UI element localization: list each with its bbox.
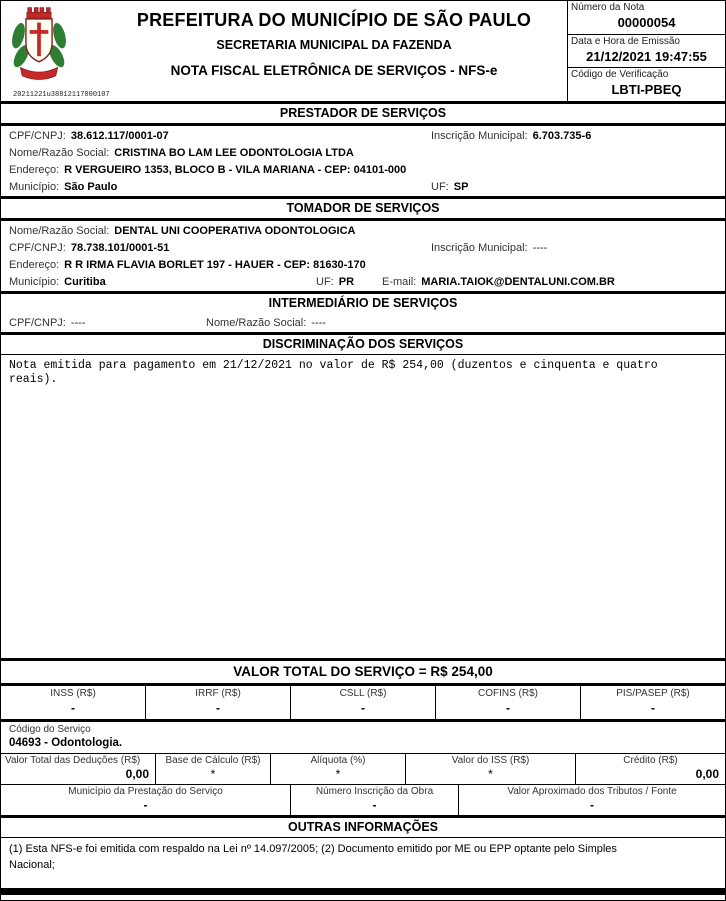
cell-value: - bbox=[372, 798, 377, 812]
prestador-cpf-cnpj bbox=[9, 130, 431, 142]
tax-col-csll bbox=[291, 686, 436, 719]
emission-datetime-value: 21/12/2021 19:47:55 bbox=[586, 48, 707, 64]
cell-header: Valor Total das Deduções (R$) bbox=[5, 755, 141, 766]
field-value: R R IRMA FLAVIA BORLET 197 - HAUER - CEP: 81630-170 bbox=[64, 258, 366, 271]
total-value-line: VALOR TOTAL DO SERVIÇO = R$ 254,00 bbox=[233, 664, 493, 679]
field-value: ---- bbox=[311, 316, 326, 329]
field-value: R VERGUEIRO 1353, BLOCO B - VILA MARIANA - CEP: 04101-000 bbox=[64, 163, 407, 176]
tax-col-pis-pasep bbox=[581, 686, 725, 719]
extras-cell-tributos-fonte bbox=[459, 785, 725, 815]
bottom-bar bbox=[1, 888, 725, 895]
page-subtitle: SECRETARIA MUNICIPAL DA FAZENDA bbox=[216, 38, 452, 52]
extras-table bbox=[1, 784, 725, 815]
tax-header: COFINS (R$) bbox=[478, 688, 538, 699]
cell-header: Crédito (R$) bbox=[623, 755, 678, 766]
tomador-cpf-cnpj bbox=[9, 242, 431, 254]
tax-header: IRRF (R$) bbox=[195, 688, 241, 699]
field-label: Inscrição Municipal: bbox=[431, 241, 528, 254]
cell-value: - bbox=[143, 798, 148, 812]
prestador-municipio bbox=[9, 181, 431, 193]
tax-value: - bbox=[71, 701, 75, 715]
service-description-text: Nota emitida para pagamento em 21/12/2021 no valor de R$ 254,00 (duzentos e cinquenta e quatro reais). bbox=[9, 359, 658, 386]
prestador-section bbox=[1, 126, 725, 196]
section-title-prestador: PRESTADOR DE SERVIÇOS bbox=[279, 106, 447, 120]
sao-paulo-coat-of-arms-icon bbox=[11, 5, 67, 85]
field-row bbox=[1, 178, 725, 195]
tax-value: - bbox=[651, 701, 655, 715]
tomador-inscricao-municipal bbox=[431, 242, 547, 254]
field-value: ---- bbox=[70, 316, 86, 329]
cell-header: Número Inscrição da Obra bbox=[315, 786, 434, 797]
tomador-section bbox=[1, 221, 725, 291]
cell-value: 0,00 bbox=[695, 767, 719, 781]
emission-datetime-label: Data e Hora de Emissão bbox=[571, 35, 680, 47]
field-row bbox=[1, 222, 725, 239]
nota-number-label: Número da Nota bbox=[571, 2, 645, 13]
tax-value: - bbox=[216, 701, 220, 715]
field-row bbox=[1, 127, 725, 144]
header-titles bbox=[101, 1, 567, 101]
tomador-endereco bbox=[9, 259, 366, 271]
nota-number-cell bbox=[568, 1, 725, 35]
section-title-intermediario: INTERMEDIÁRIO DE SERVIÇOS bbox=[268, 296, 458, 310]
tomador-municipio bbox=[9, 276, 316, 288]
field-row bbox=[1, 314, 725, 331]
section-title-discriminacao: DISCRIMINAÇÃO DOS SERVIÇOS bbox=[262, 337, 464, 351]
field-label: E-mail: bbox=[382, 275, 417, 288]
deductions-cell-valor-iss bbox=[406, 754, 576, 784]
field-row bbox=[1, 144, 725, 161]
extras-cell-municipio-prestacao bbox=[1, 785, 291, 815]
deductions-cell-aliquota bbox=[271, 754, 406, 784]
tax-table bbox=[1, 686, 725, 719]
prestador-nome bbox=[9, 147, 354, 159]
field-label: UF: bbox=[431, 180, 449, 193]
field-label: Nome/Razão Social: bbox=[9, 146, 110, 159]
field-label: UF: bbox=[316, 275, 334, 288]
field-row bbox=[1, 161, 725, 178]
deductions-table bbox=[1, 753, 725, 784]
field-value: ---- bbox=[532, 241, 548, 254]
field-value: 38.612.117/0001-07 bbox=[70, 129, 169, 142]
field-label: CPF/CNPJ: bbox=[9, 129, 66, 142]
deductions-cell-credito bbox=[576, 754, 725, 784]
other-information-text: (1) Esta NFS-e foi emitida com respaldo na Lei nº 14.097/2005; (2) Documento emitido por ME ou EPP optante pelo Simples Nacional; bbox=[9, 843, 617, 871]
prestador-endereco bbox=[9, 164, 406, 176]
service-code-block bbox=[1, 722, 725, 753]
verification-code-value: LBTI-PBEQ bbox=[611, 82, 682, 98]
field-value: DENTAL UNI COOPERATIVA ODONTOLOGICA bbox=[114, 224, 356, 237]
verification-code-label: Código de Verificação bbox=[571, 69, 669, 81]
spacer bbox=[1, 876, 725, 888]
cell-value: * bbox=[335, 767, 341, 781]
field-label: CPF/CNPJ: bbox=[9, 241, 66, 254]
intermediario-nome bbox=[206, 317, 326, 329]
field-value: MARIA.TAIOK@DENTALUNI.COM.BR bbox=[421, 275, 615, 288]
field-value: 78.738.101/0001-51 bbox=[70, 241, 170, 254]
tax-col-cofins bbox=[436, 686, 581, 719]
tomador-uf bbox=[316, 276, 368, 288]
field-label: Município: bbox=[9, 180, 60, 193]
cell-value: 0,00 bbox=[125, 767, 149, 781]
field-label: Endereço: bbox=[9, 163, 60, 176]
tax-col-irrf bbox=[146, 686, 291, 719]
field-value: PR bbox=[338, 275, 355, 288]
cell-value: * bbox=[488, 767, 493, 781]
field-value: Curitiba bbox=[64, 275, 106, 288]
field-value: São Paulo bbox=[64, 180, 118, 193]
service-code-label: Código do Serviço bbox=[9, 724, 91, 735]
field-row bbox=[1, 239, 725, 256]
verification-code-cell bbox=[568, 68, 725, 101]
field-label: Município: bbox=[9, 275, 60, 288]
tax-header: PIS/PASEP (R$) bbox=[616, 688, 690, 699]
prestador-inscricao-municipal bbox=[431, 130, 591, 142]
tax-value: - bbox=[506, 701, 510, 715]
cell-header: Município da Prestação do Serviço bbox=[68, 786, 223, 797]
document-header bbox=[1, 1, 725, 101]
nota-number-value: 00000054 bbox=[617, 15, 676, 30]
cell-value: - bbox=[590, 798, 594, 812]
field-label: Inscrição Municipal: bbox=[431, 129, 528, 142]
field-label: Endereço: bbox=[9, 258, 60, 271]
extras-cell-inscricao-obra bbox=[291, 785, 459, 815]
field-value: SP bbox=[453, 180, 469, 193]
cell-header: Alíquota (%) bbox=[310, 755, 366, 766]
field-row bbox=[1, 273, 725, 290]
logo-block bbox=[1, 1, 110, 101]
field-row bbox=[1, 256, 725, 273]
field-value: 6.703.735-6 bbox=[532, 129, 592, 142]
document-type-title: NOTA FISCAL ELETRÔNICA DE SERVIÇOS - NFS-e bbox=[170, 63, 498, 78]
service-code-value: 04693 - Odontologia. bbox=[9, 737, 123, 749]
field-label: CPF/CNPJ: bbox=[9, 316, 66, 329]
section-title-tomador: TOMADOR DE SERVIÇOS bbox=[286, 201, 440, 215]
field-label: Nome/Razão Social: bbox=[206, 316, 307, 329]
section-title-outras: OUTRAS INFORMAÇÕES bbox=[288, 820, 438, 834]
field-label: Nome/Razão Social: bbox=[9, 224, 110, 237]
intermediario-cpf-cnpj bbox=[9, 317, 206, 329]
deductions-cell-base-calculo bbox=[156, 754, 271, 784]
deductions-cell-total bbox=[1, 754, 156, 784]
field-value: CRISTINA BO LAM LEE ODONTOLOGIA LTDA bbox=[114, 146, 354, 159]
page-title: PREFEITURA DO MUNICÍPIO DE SÃO PAULO bbox=[136, 10, 532, 30]
tax-value: - bbox=[361, 701, 365, 715]
tax-header: CSLL (R$) bbox=[339, 688, 387, 699]
tax-header: INSS (R$) bbox=[50, 688, 96, 699]
emission-datetime-cell bbox=[568, 35, 725, 69]
prestador-uf bbox=[431, 181, 468, 193]
cell-value: * bbox=[210, 767, 216, 781]
tomador-email bbox=[382, 276, 615, 288]
barcode-number: 20211221u38812117000107 bbox=[13, 91, 110, 99]
cell-header: Valor do ISS (R$) bbox=[451, 755, 530, 766]
tax-col-inss bbox=[1, 686, 146, 719]
tomador-nome bbox=[9, 225, 355, 237]
nota-info-box bbox=[567, 1, 725, 101]
cell-header: Base de Cálculo (R$) bbox=[165, 755, 261, 766]
intermediario-section bbox=[1, 313, 725, 332]
cell-header: Valor Aproximado dos Tributos / Fonte bbox=[507, 786, 677, 797]
